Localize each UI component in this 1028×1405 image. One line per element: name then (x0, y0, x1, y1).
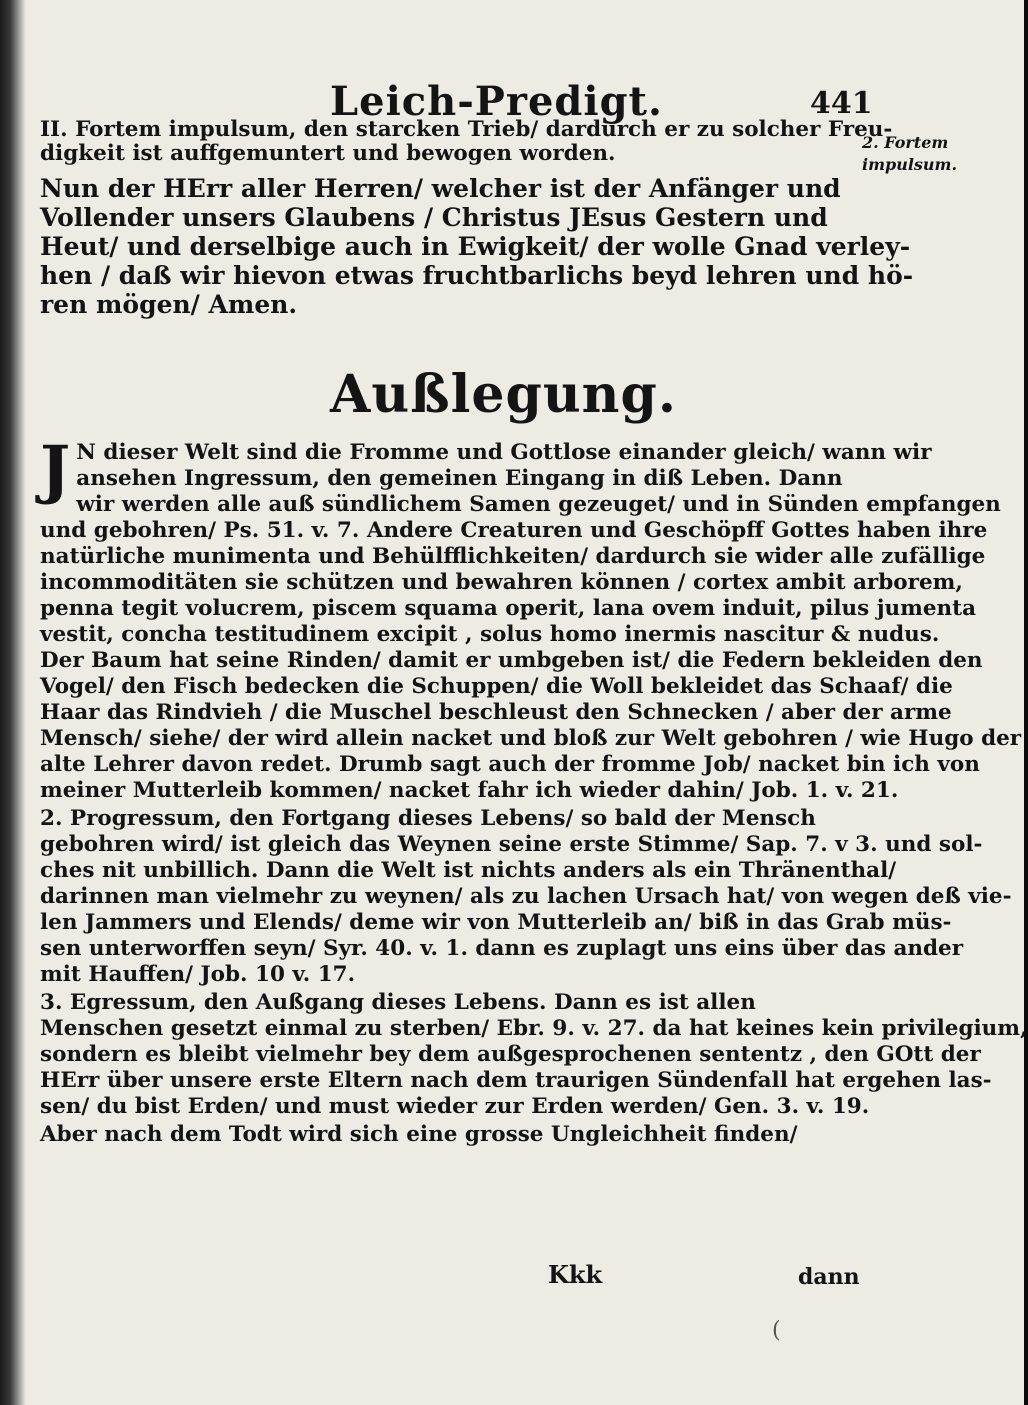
text-line: mit Hauffen/ Job. 10 v. 17. (40, 962, 356, 987)
text-line: 3. Egressum, den Außgang dieses Lebens. Dann es ist allen (40, 990, 756, 1015)
text-line: Vogel/ den Fisch bedecken die Schuppen/ die Woll bekleidet das Schaaf/ die (40, 674, 953, 699)
text-line: Menschen gesetzt einmal zu sterben/ Ebr. 9. v. 27. da hat keines kein privilegium, (40, 1016, 1028, 1041)
text-line: penna tegit volucrem, piscem squama operit, lana ovem induit, pilus jumenta (40, 596, 977, 621)
section-title: Außlegung. (330, 364, 677, 425)
text-line: len Jammers und Elends/ deme wir von Mutterleib an/ biß in das Grab müs- (40, 910, 952, 935)
text-line: wir werden alle auß sündlichem Samen gezeuget/ und in Sünden empfangen (76, 492, 1001, 517)
exposition-paragraph-4 (40, 1122, 860, 1148)
text-line: gebohren wird/ ist gleich das Weynen seine erste Stimme/ Sap. 7. v 3. und sol- (40, 832, 983, 857)
text-line: darinnen man vielmehr zu weynen/ als zu lachen Ursach hat/ von wegen deß vie- (40, 884, 1012, 909)
text-line: ansehen Ingressum, den gemeinen Eingang in diß Leben. Dann (76, 466, 843, 491)
text-line: Vollender unsers Glaubens / Christus JEsus Gestern und (40, 203, 828, 232)
signature-mark: Kkk (548, 1260, 603, 1289)
intro-paragraph (40, 117, 893, 166)
text-line: II. Fortem impulsum, den starcken Trieb/ dardurch er zu solcher Freu- (40, 117, 893, 142)
text-line: Nun der HErr aller Herren/ welcher ist der Anfänger und (40, 174, 841, 203)
text-line: Mensch/ siehe/ der wird allein nacket und bloß zur Welt gebohren / wie Hugo der (40, 726, 1022, 751)
text-line: Der Baum hat seine Rinden/ damit er umbgeben ist/ die Federn bekleiden den (40, 648, 983, 673)
text-line: meiner Mutterleib kommen/ nacket fahr ich wieder dahin/ Job. 1. v. 21. (40, 778, 899, 803)
text-line: ches nit unbillich. Dann die Welt ist nichts anders als ein Thränenthal/ (40, 858, 897, 883)
text-line: sondern es bleibt vielmehr bey dem außgesprochenen sententz , den GOtt der (40, 1042, 981, 1067)
marginal-note-line: 2. Fortem (862, 133, 949, 152)
text-line: alte Lehrer davon redet. Drumb sagt auch der fromme Job/ nacket bin ich von (40, 752, 980, 777)
exposition-paragraph-3 (40, 990, 1028, 1120)
text-line: incommoditäten sie schützen und bewahren können / cortex ambit arborem, (40, 570, 963, 595)
text-line: ren mögen/ Amen. (40, 290, 298, 319)
text-line: vestit, concha testitudinem excipit , solus homo inermis nascitur & nudus. (40, 622, 940, 647)
text-line: N dieser Welt sind die Fromme und Gottlose einander gleich/ wann wir (76, 440, 932, 465)
catchword: dann (798, 1264, 860, 1290)
text-line: und gebohren/ Ps. 51. v. 7. Andere Creaturen und Geschöpff Gottes haben ihre (40, 518, 988, 543)
exposition-paragraph-2 (40, 806, 1012, 988)
exposition-block (40, 432, 1028, 1148)
running-head: Leich-Predigt. (330, 78, 663, 125)
binding-shadow (0, 0, 26, 1405)
page-number: 441 (810, 86, 873, 121)
text-line: sen unterworffen seyn/ Syr. 40. v. 1. dann es zuplagt uns eins über das ander (40, 936, 964, 961)
text-line: sen/ du bist Erden/ und must wieder zur Erden werden/ Gen. 3. v. 19. (40, 1094, 870, 1119)
drop-cap: J (40, 432, 71, 507)
exposition-paragraph-1 (40, 432, 1022, 804)
text-line: Heut/ und derselbige auch in Ewigkeit/ der wolle Gnad verley- (40, 232, 911, 261)
stray-mark: ( (772, 1318, 781, 1343)
marginal-note-line: impulsum. (862, 155, 958, 174)
text-line: natürliche munimenta und Behülfflichkeiten/ dardurch sie wider alle zufällige (40, 544, 986, 569)
text-line: hen / daß wir hievon etwas fruchtbarlichs beyd lehren und hö- (40, 261, 914, 290)
text-line: Aber nach dem Todt wird sich eine grosse Ungleichheit finden/ (40, 1122, 798, 1147)
text-line: digkeit ist auffgemuntert und bewogen worden. (40, 141, 616, 166)
text-line: 2. Progressum, den Fortgang dieses Lebens/ so bald der Mensch (40, 806, 816, 831)
text-line: HErr über unsere erste Eltern nach dem traurigen Sündenfall hat ergehen las- (40, 1068, 992, 1093)
text-line: Haar das Rindvieh / die Muschel beschleust den Schnecken / aber der arme (40, 700, 952, 725)
prayer-paragraph (40, 174, 914, 319)
